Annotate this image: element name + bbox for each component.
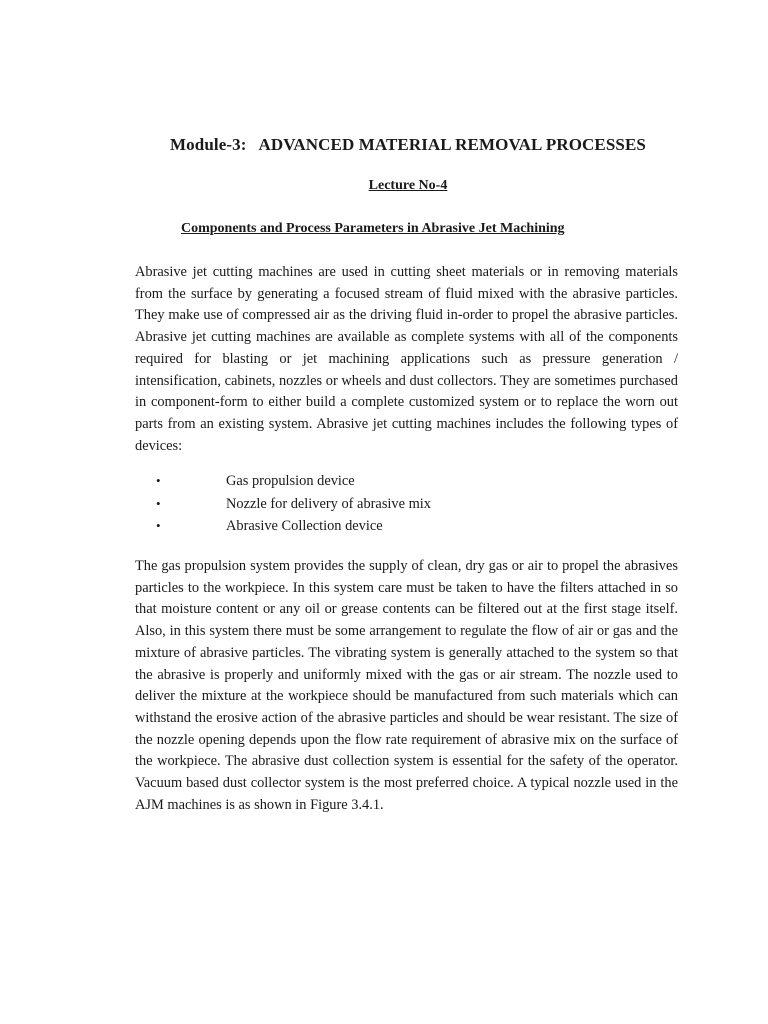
bullet-icon: • bbox=[156, 473, 161, 488]
list-item-text: Nozzle for delivery of abrasive mix bbox=[226, 495, 431, 512]
module-title bbox=[0, 135, 768, 155]
intro-paragraph: Abrasive jet cutting machines are used in cutting sheet materials or in removing materials from the surface by generating a focused stream of fluid mixed with the abrasive particles. They make use of compressed air as the driving fluid in-order to propel the abrasive particles. Abrasive jet cutting machines are available as complete systems with all of the components required for blasting or jet machining applications such as pressure generation / intensification, cabinets, nozzles or wheels and dust collectors. They are sometimes purchased in component-form to either build a complete customized system or to replace the worn out parts from an existing system. Abrasive jet cutting machines includes the following types of devices: bbox=[135, 264, 678, 454]
list-item-text: Abrasive Collection device bbox=[226, 518, 383, 534]
bullet-icon: • bbox=[156, 518, 161, 533]
list-item-text: Gas propulsion device bbox=[226, 473, 355, 489]
gas-propulsion-paragraph: The gas propulsion system provides the supply of clean, dry gas or air to propel the abrasives particles to the workpiece. In this system care must be taken to have the filters attached in so that moisture content or any oil or grease contents can be filtered out at the first stage itself. Also, in this system there must be some arrangement to regulate the flow of air or gas and the mixture of abrasive particles. The vibrating system is generally attached to the system so that the abrasive is properly and uniformly mixed with the gas or air stream. The nozzle used to deliver the mixture at the workpiece should be manufactured from such materials which can withstand the erosive action of the abrasive particles and should be wear resistant. The size of the nozzle opening depends upon the flow rate requirement of abrasive mix on the surface of the workpiece. The abrasive dust collection system is essential for the safety of the operator. Vacuum based dust collector system is the most preferred choice. A typical nozzle used in the AJM machines is as shown in Figure 3.4.1. bbox=[135, 558, 678, 813]
lecture-number: Lecture No-4 bbox=[368, 178, 448, 193]
bullet-icon: • bbox=[156, 495, 161, 511]
module-name: ADVANCED MATERIAL REMOVAL PROCESSES bbox=[258, 135, 646, 154]
module-number: Module-3: bbox=[170, 135, 247, 154]
section-heading: Components and Process Parameters in Abrasive Jet Machining bbox=[181, 221, 565, 236]
